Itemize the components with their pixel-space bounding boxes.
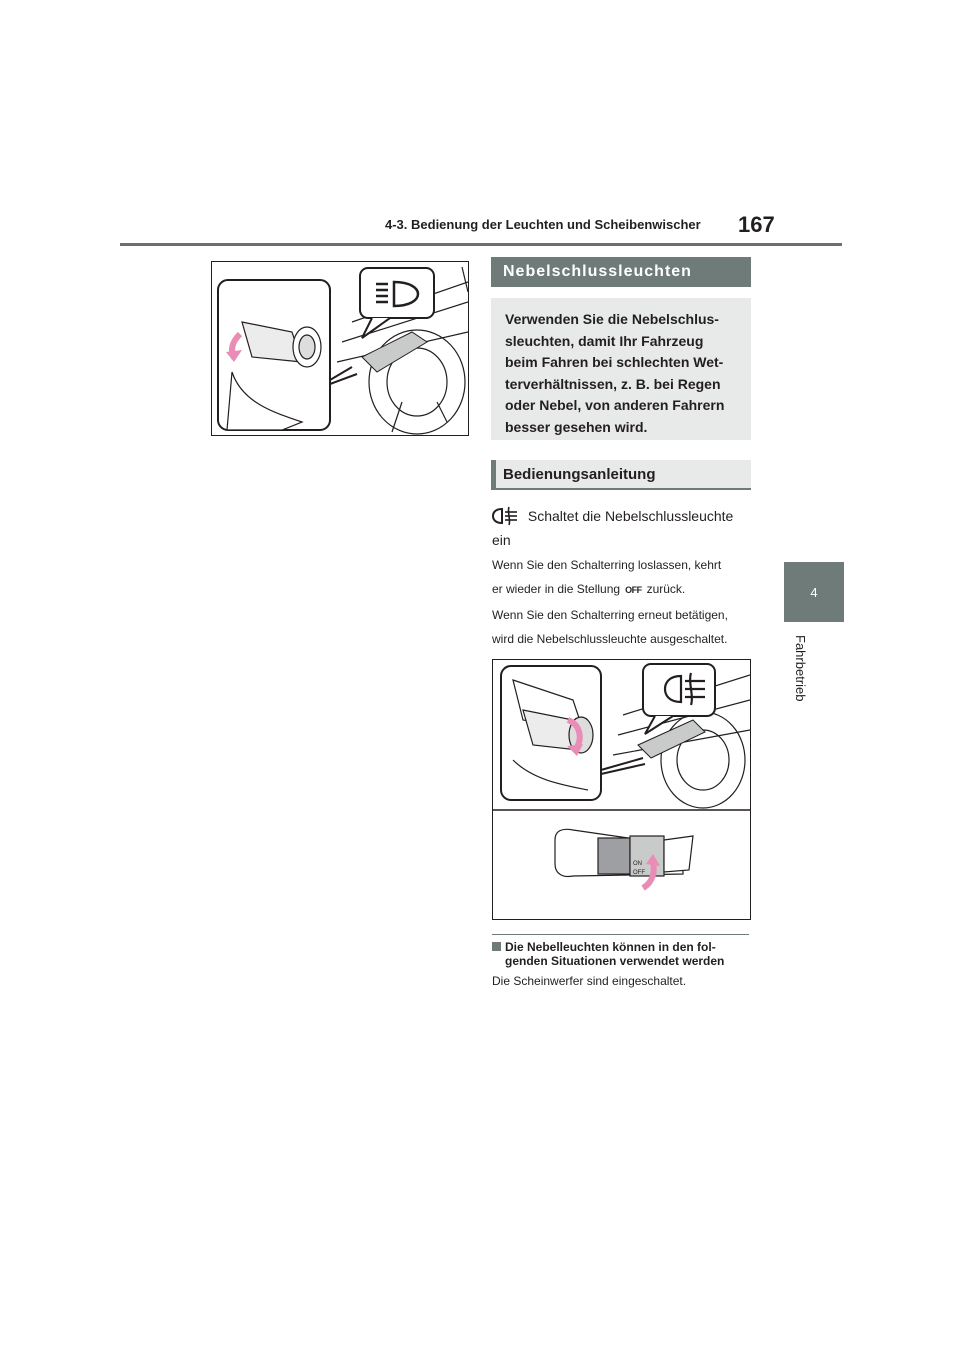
intro-line: oder Nebel, von anderen Fahrern [505, 397, 725, 413]
note-text: zurück. [646, 582, 686, 596]
note-title-line [492, 940, 762, 954]
note-text: Die Scheinwerfer sind eingeschaltet. [492, 974, 687, 988]
step-text: Schaltet die Nebelschlussleuchte [527, 508, 734, 525]
note-title [492, 940, 762, 968]
switch-off-label: OFF [633, 870, 645, 876]
figure-rear-fog-switch [492, 659, 751, 920]
header-rule [120, 243, 842, 246]
note-line: Wenn Sie den Schalterring erneut betätigen, [492, 608, 728, 622]
rear-fog-light-icon [492, 506, 518, 529]
note-rule [492, 934, 749, 935]
chapter-tab[interactable]: 4 [784, 562, 844, 622]
intro-line: Verwenden Sie die Nebelschlus- [505, 311, 719, 327]
off-position-label: OFF [625, 585, 642, 595]
subsection-header [491, 460, 751, 490]
note-line: Wenn Sie den Schalterring loslassen, kehrt [492, 558, 722, 572]
figure-1-illustration [212, 262, 468, 435]
figure-headlight-flash [211, 261, 469, 436]
note-title-line: genden Situationen verwendet werden [505, 954, 725, 968]
chapter-label: Fahrbetrieb [793, 635, 808, 702]
note-line: wird die Nebelschlussleuchte ausgeschaltet. [492, 632, 728, 646]
intro-line: terverhältnissen, z. B. bei Regen [505, 375, 721, 392]
intro-box [491, 298, 751, 440]
note-line [492, 577, 762, 602]
page-number: 167 [738, 212, 775, 237]
intro-line: besser gesehen wird. [505, 418, 648, 435]
section-header: Nebelschlussleuchten [491, 257, 751, 287]
figure-2-illustration [493, 660, 750, 919]
note-text: er wieder in die Stellung [492, 582, 621, 596]
square-bullet-icon [492, 942, 501, 951]
running-header: 4-3. Bedienung der Leuchten und Scheibenwischer [385, 217, 701, 232]
switch-on-label: ON [633, 861, 642, 867]
step-text-continued: ein [492, 532, 511, 548]
intro-line: sleuchten, damit Ihr Fahrzeug [505, 332, 704, 349]
note-return [492, 553, 762, 602]
subsection-title: Bedienungsanleitung [503, 465, 656, 483]
intro-line: beim Fahren bei schlechten Wet- [505, 354, 724, 370]
step-line [492, 506, 762, 529]
note-title-text: Die Nebelleuchten können in den fol- [505, 940, 716, 954]
note-repeat [492, 603, 762, 651]
